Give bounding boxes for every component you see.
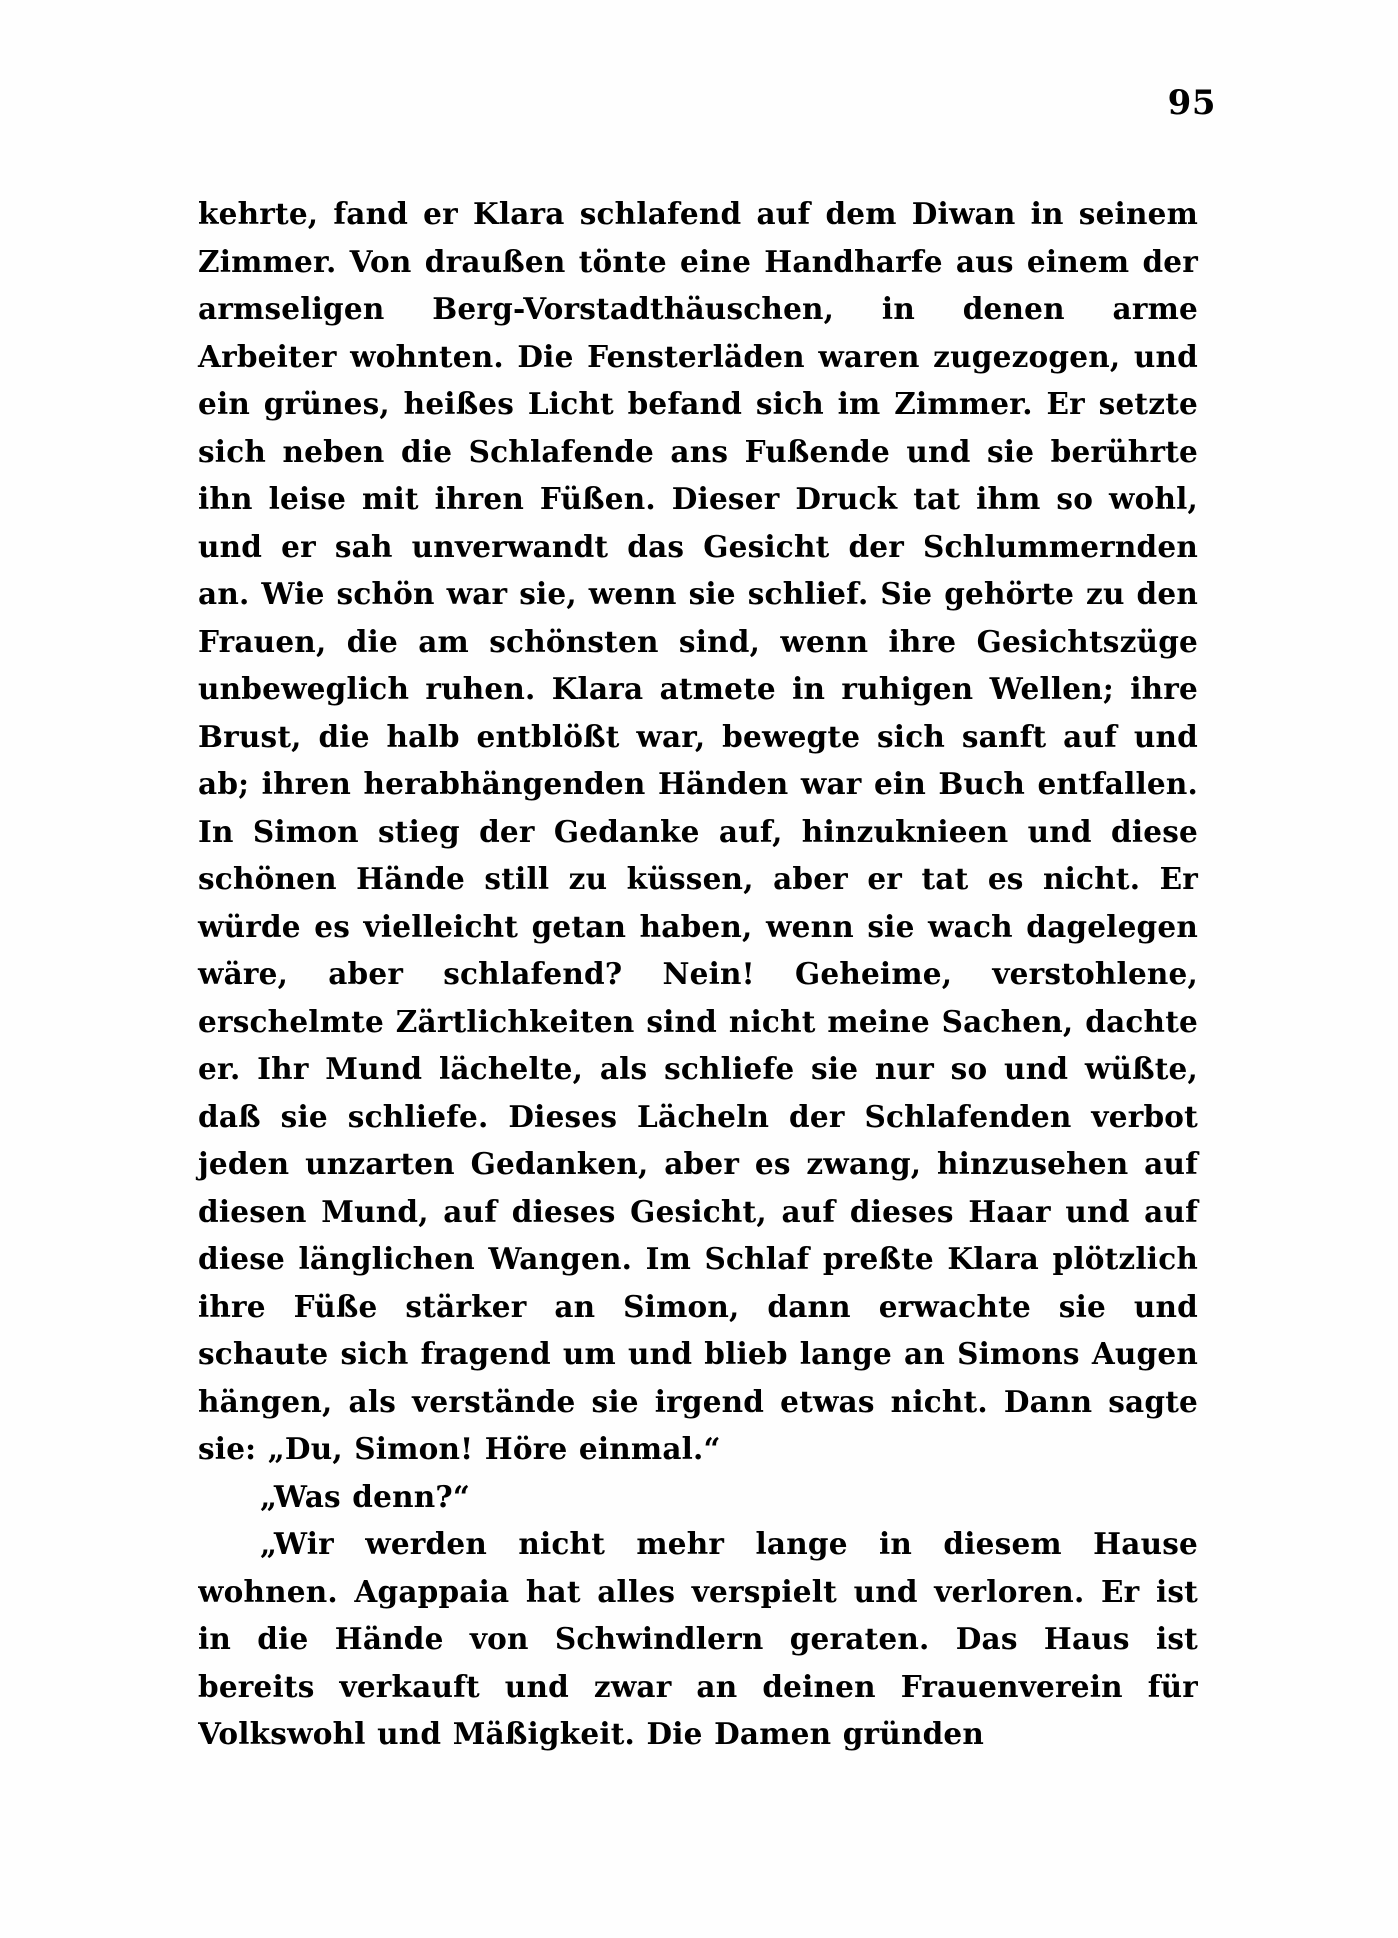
paragraph-1: kehrte, fand er Klara schlafend auf dem Diwan in seinem Zimmer. Von draußen tönte eine Handharfe aus einem der armseligen Berg-Vorstadthäuschen, in denen arme Arbeiter wohnten. Die Fensterläden waren zugezogen, und ein grünes, heißes Licht befand sich im Zimmer. Er setzte sich neben die Schlafende ans Fußende und sie berührte ihn leise mit ihren Füßen. Dieser Druck tat ihm so wohl, und er sah unverwandt das Gesicht der Schlummernden an. Wie schön war sie, wenn sie schlief. Sie gehörte zu den Frauen, die am schönsten sind, wenn ihre Gesichtszüge unbeweglich ruhen. Klara atmete in ruhigen Wellen; ihre Brust, die halb entblößt war, bewegte sich sanft auf und ab; ihren herabhängenden Händen war ein Buch entfallen. In Simon stieg der Gedanke auf, hinzuknieen und diese schönen Hände still zu küssen, aber er tat es nicht. Er würde es vielleicht getan haben, wenn sie wach dagelegen wäre, aber schlafend? Nein! Geheime, verstohlene, erschelmte Zärtlichkeiten sind nicht meine Sachen, dachte er. Ihr Mund lächelte, als schliefe sie nur so und wüßte, daß sie schliefe. Dieses Lächeln der Schlafenden verbot jeden unzarten Gedanken, aber es zwang, hinzusehen auf diesen Mund, auf dieses Gesicht, auf dieses Haar und auf diese länglichen Wangen. Im Schlaf preßte Klara plötzlich ihre Füße stärker an Simon, dann erwachte sie und schaute sich fragend um und blieb lange an Simons Augen hängen, als verstände sie irgend etwas nicht. Dann sagte sie: „Du, Simon! Höre einmal.“ <box>198 196 1198 1466</box>
paragraph-3: „Wir werden nicht mehr lange in diesem Hause wohnen. Agappaia hat alles verspielt und verloren. Er ist in die Hände von Schwindlern geraten. Das Haus ist bereits verkauft und zwar an deinen Frauenverein für Volkswohl und Mäßigkeit. Die Damen gründen <box>198 1526 1198 1751</box>
paragraph-2: „Was denn?“ <box>260 1478 471 1514</box>
page-number: 95 <box>1167 83 1216 123</box>
text-column <box>198 190 1198 1758</box>
